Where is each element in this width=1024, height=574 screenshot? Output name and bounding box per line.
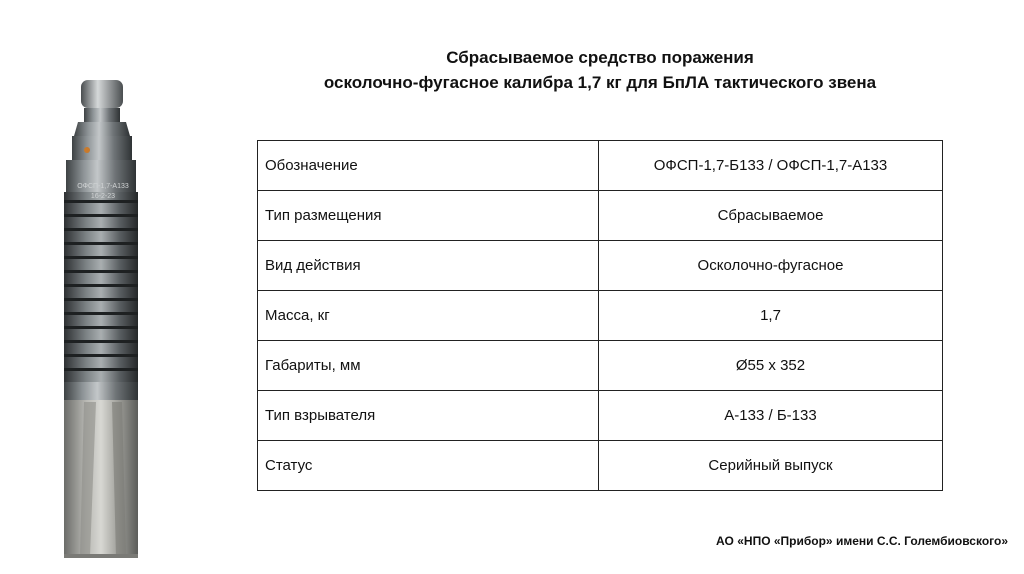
table-row: [258, 341, 943, 391]
page-title: [250, 45, 950, 95]
footer-organization: АО «НПО «Прибор» имени С.С. Голембиовского»: [716, 534, 1008, 548]
munition-photo: [50, 72, 160, 566]
munition-marking-2: 16-2-23: [90, 193, 116, 200]
row-value: Ø55 x 352: [599, 341, 943, 391]
table-row: [258, 241, 943, 291]
row-label: Вид действия: [258, 241, 599, 291]
row-value: А-133 / Б-133: [599, 391, 943, 441]
row-label: Тип взрывателя: [258, 391, 599, 441]
title-line-1: Сбрасываемое средство поражения: [446, 48, 754, 67]
row-value: Осколочно-фугасное: [599, 241, 943, 291]
title-line-2: осколочно-фугасное калибра 1,7 кг для БпЛА тактического звена: [323, 73, 877, 92]
table-row: [258, 391, 943, 441]
row-label: Обозначение: [258, 141, 599, 191]
row-value: ОФСП-1,7-Б133 / ОФСП-1,7-А133: [599, 141, 943, 191]
row-label: Масса, кг: [258, 291, 599, 341]
table-row: [258, 141, 943, 191]
row-label: Тип размещения: [258, 191, 599, 241]
row-value: Сбрасываемое: [599, 191, 943, 241]
row-value: 1,7: [599, 291, 943, 341]
munition-marking-1: ОФСП-1,7-А133: [77, 183, 129, 190]
row-label: Статус: [258, 441, 599, 491]
table-row: [258, 441, 943, 491]
row-label: Габариты, мм: [258, 341, 599, 391]
row-value: Серийный выпуск: [599, 441, 943, 491]
table-row: [258, 291, 943, 341]
specs-table: [257, 140, 943, 491]
table-row: [258, 191, 943, 241]
